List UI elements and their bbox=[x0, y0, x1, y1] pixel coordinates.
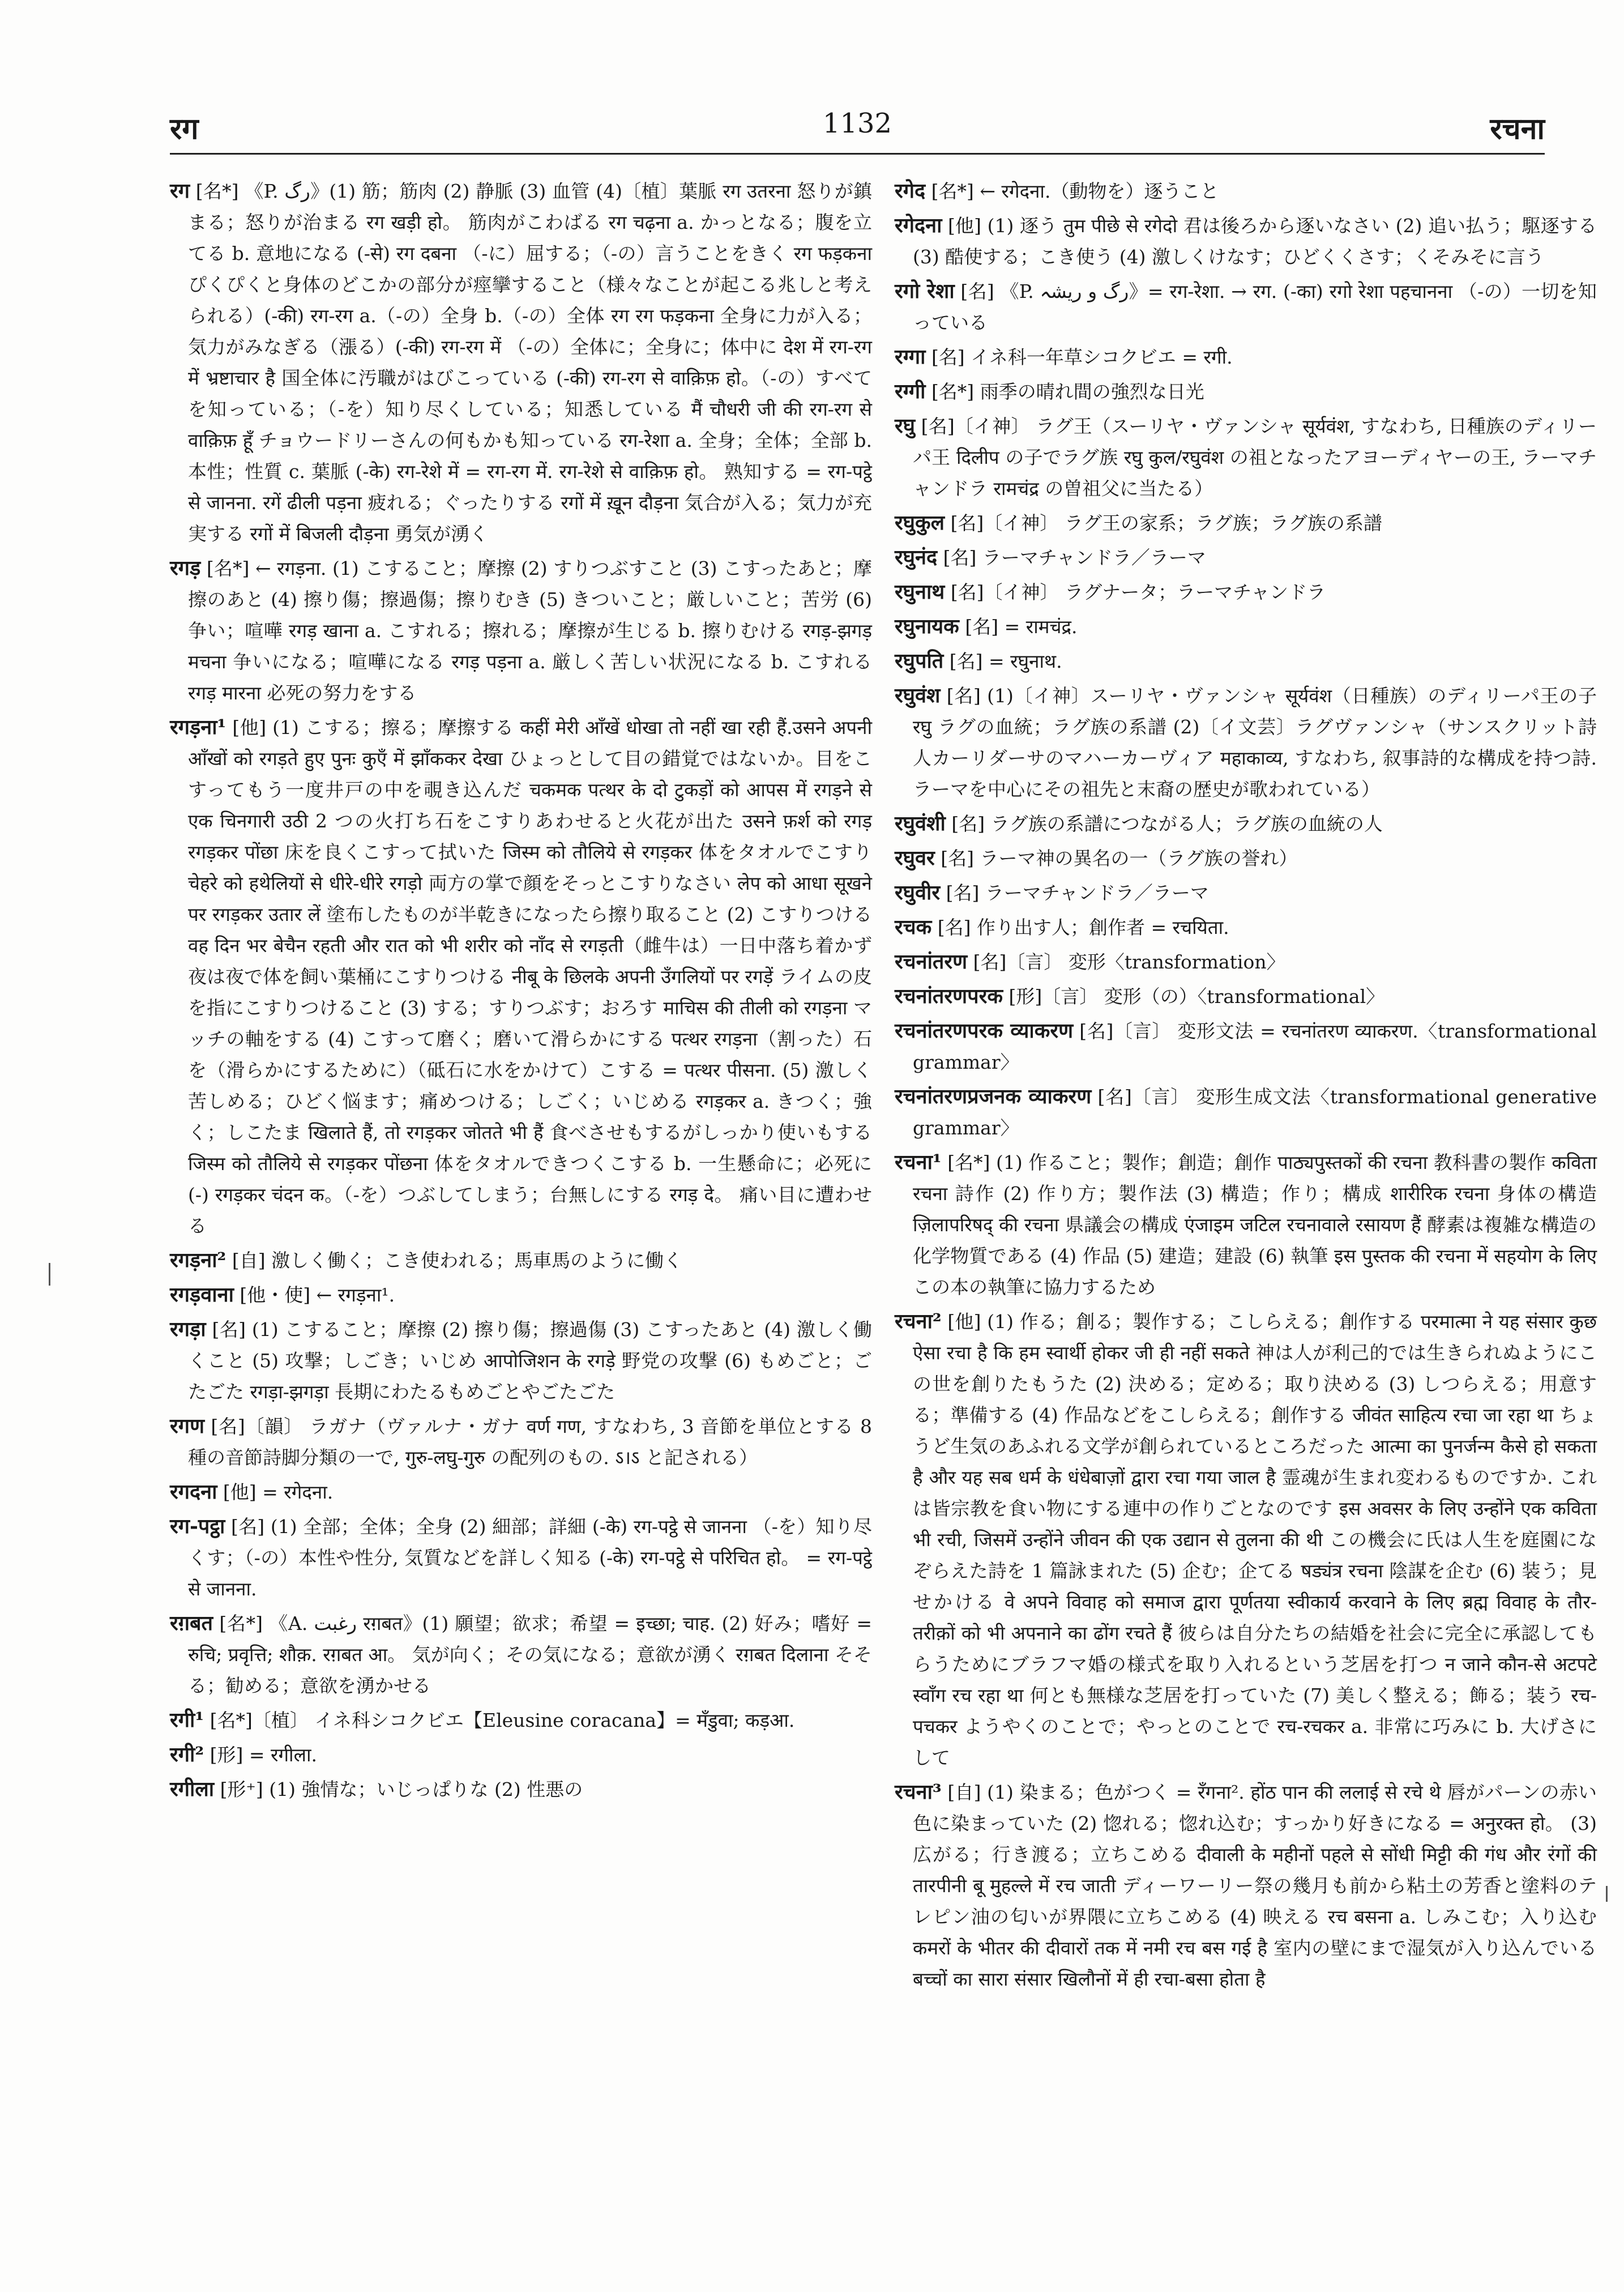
entry-grammar-label: [名*] bbox=[931, 381, 975, 403]
entry-grammar-label: [他・使] bbox=[240, 1284, 311, 1306]
entry-headword: रगी¹ bbox=[170, 1708, 204, 1732]
entry-grammar-label: [名]〔言〕 bbox=[973, 951, 1063, 973]
entry-definition: (1) 染まる；色がつく = रँगना². होंठ पान की ललाई से रचे थे 唇がパーンの赤い色に染まっていた (2) 惚れる；惚れ込む；すっかり好きになる = अनुरक्त हो。 (3) 広がる；行き渡る；立ちこめる दीवाली के महीनों पहले से सोंधी मिट्टी की गंध और रंगों की तारपीनी बू मुहल्ले में रच जाती ディーワーリー祭の幾月も前から粘土の芳香と塗料のテレピン油の匂いが界隈に立ちこめる (4) 映える रच बसना a. しみこむ；入り込む कमरों के भीतर की दीवारों तक में नमी रच बस गई है 室内の壁にまで湿気が入り込んでいる बच्चों का सारा संसार खिलौनों में ही रचा-बसा होता है bbox=[913, 1781, 1597, 1990]
entry-grammar-label: [名]〔イ神〕 bbox=[950, 581, 1059, 603]
entry-headword: रग़बत bbox=[170, 1611, 213, 1635]
dictionary-entry bbox=[895, 376, 1597, 407]
entry-headword: रघुवीर bbox=[895, 881, 941, 904]
entry-definition: 変形（の）〈transformational〉 bbox=[1104, 985, 1385, 1008]
entry-definition: (1) 逐う तुम पीछे से रगेदो 君は後ろから逐いなさい (2) 追い払う；駆逐する (3) 酷使する；こき使う (4) 激しくけなす；ひどくくさす；くそみそに言う bbox=[913, 215, 1597, 268]
entry-grammar-label: [名] bbox=[212, 1318, 246, 1341]
dictionary-entry bbox=[895, 1147, 1597, 1303]
dictionary-entry bbox=[170, 1774, 872, 1805]
entry-grammar-label: [形] bbox=[210, 1744, 243, 1766]
entry-headword: रचना³ bbox=[895, 1780, 942, 1804]
entry-definition: (1) 作る；創る；製作する；こしらえる；創作する परमात्मा ने यह संसार कुछ ऐसा रचा है कि हम स्वार्थी होकर जी ही नहीं सकते 神は人が利己的では生きられぬようにこの世を創りたもうた (2) 決める；定める；取り決める (3) しつらえる；用意する；準備する (4) 作品などをこしらえる；創作する जीवंत साहित्य रचा जा रहा था ちょうど生気のあふれる文学が創られているところだった आत्मा का पुनर्जन्म कैसे हो सकता है और यह सब धर्म के धंधेबाज़ों द्वारा रचा गया जाल है 霊魂が生まれ変わるものですか. これは皆宗教を食い物にする連中の作りごとなのです इस अवसर के लिए उन्होंने एक कविता भी रची, जिसमें उन्होंने जीवन की एक उद्यान से तुलना की थी この機会に氏は人生を庭園になぞらえた詩を 1 篇詠まれた (5) 企む；企てる षड्यंत्र रचना 陰謀を企む (6) 装う；見せかける वे अपने विवाह को समाज द्वारा पूर्णतया स्वीकार्य करवाने के लिए ब्रह्म विवाह के तौर-तरीक़ों को भी अपनाने का ढोंग रचते हैं 彼らは自分たちの結婚を社会に完全に承認してもらうためにブラフマ婚の様式を取り入れるという芝居を打つ न जाने कौन-से अटपटे स्वाँग रच रहा था 何とも無様な芝居を打っていた (7) 美しく整える；飾る；装う रच-पचकर ようやくのことで；やっとのことで रच-रचकर a. 非常に巧みに b. 大げさにして bbox=[913, 1311, 1597, 1769]
entry-definition: ラーマ神の異名の一（ラグ族の誉れ） bbox=[980, 847, 1298, 869]
entry-definition: (1)〔イ神〕スーリヤ・ヴァンシャ सूर्यवंश（日種族）のディリーパ王の子 रघु ラグの血統；ラグ族の系譜 (2)〔イ文芸〕ラグヴァンシャ（サンスクリット詩人カーリダーサのマハーカーヴィア महाकाव्य, すなわち, 叙事詩的な構成を持つ詩. ラーマを中心にその祖先と末裔の歴史が歌われている） bbox=[913, 685, 1597, 800]
dictionary-entry bbox=[170, 1476, 872, 1508]
entry-grammar-label: [他] bbox=[948, 215, 982, 237]
dictionary-entry bbox=[895, 843, 1597, 874]
entry-definition: = रगीला. bbox=[249, 1744, 318, 1766]
entry-headword: रचना² bbox=[895, 1309, 942, 1333]
right-guide-word: रचना bbox=[1490, 112, 1545, 146]
dictionary-entry bbox=[170, 1511, 872, 1604]
dictionary-entry bbox=[895, 507, 1597, 539]
entry-definition: 雨季の晴れ間の強烈な日光 bbox=[980, 381, 1204, 403]
entry-definition: (1) こする；擦る；摩擦する कहीं मेरी आँखें धोखा तो नहीं खा रही हैं.उसने अपनी आँखों को रगड़ते हुए पुनः कुएँ में झाँककर देखा ひょっとして目の錯覚ではないか。目をこすってもう一度井戸の中を覗き込んだ चकमक पत्थर के दो टुकड़ों को आपस में रगड़ने से एक चिनगारी उठी 2 つの火打ち石をこすりあわせると火花が出た उसने फ़र्श को रगड़ रगड़कर पोंछा 床を良くこすって拭いた जिस्म को तौलिये से रगड़कर 体をタオルでこすり चेहरे को हथेलियों से धीरे-धीरे रगड़ो 両方の掌で顔をそっとこすりなさい लेप को आधा सूखने पर रगड़कर उतार लें 塗布したものが半乾きになったら擦り取ること (2) こすりつける वह दिन भर बेचैन रहती और रात को भी शरीर को नाँद से रगड़ती（雌牛は）一日中落ち着かず夜は夜で体を飼い葉桶にこすりつける नीबू के छिलके अपनी उँगलियों पर रगड़ें ライムの皮を指にこすりつけること (3) する；すりつぶす；おろす माचिस की तीली को रगड़ना マッチの軸をする (4) こすって磨く；磨いて滑らかにする पत्थर रगड़ना（割った）石を（滑らかにするために）（砥石に水をかけて）こする = पत्थर पीसना. (5) 激しく苦しめる；ひどく悩ます；痛めつける；しごく；いじめる रगड़कर a. きつく；強く；しこたま खिलाते हैं, तो रगड़कर जोतते भी हैं 食べさせもするがしっかり使いもする जिस्म को तौलिये से रगड़कर पोंछना 体をタオルできつくこする b. 一生懸命に；必死に (-) रगड़कर चंदन क。（-を）つぶしてしまう；台無しにする रगड़ दे。 痛い目に遭わせる bbox=[188, 716, 872, 1237]
entry-definition: 変形〈transformation〉 bbox=[1068, 951, 1285, 973]
dictionary-entry bbox=[895, 1777, 1597, 1995]
dictionary-entry bbox=[895, 808, 1597, 839]
entry-definition: ← रगेदना.（動物を）逐うこと bbox=[980, 180, 1219, 202]
entry-headword: रचनांतरण bbox=[895, 950, 968, 974]
dictionary-entry bbox=[895, 946, 1597, 978]
entry-headword: रचनांतरणप्रजनक व्याकरण bbox=[895, 1085, 1092, 1108]
entry-definition: ラグナータ；ラーマチャンドラ bbox=[1065, 581, 1326, 603]
entry-grammar-label: [名]〔イ神〕 bbox=[921, 415, 1030, 437]
entry-headword: रग्गी bbox=[895, 379, 926, 403]
left-guide-word: रग bbox=[170, 112, 199, 146]
entry-definition: 変形文法 = रचनांतरण व्याकरण.〈transformational grammar〉 bbox=[913, 1020, 1597, 1073]
entry-headword: रगड़ना¹ bbox=[170, 715, 226, 739]
entry-headword: रग bbox=[170, 179, 190, 203]
entry-grammar-label: [名] bbox=[946, 882, 980, 904]
entry-grammar-label: [名] bbox=[943, 547, 977, 569]
dictionary-entry bbox=[895, 1081, 1597, 1143]
entry-definition: = रघुनाथ. bbox=[989, 650, 1062, 672]
entry-definition: ← रगड़ना¹. bbox=[316, 1284, 395, 1306]
entry-headword: रगड़वाना bbox=[170, 1283, 234, 1307]
entry-definition: ラグ王の家系；ラグ族；ラグ族の系譜 bbox=[1064, 512, 1382, 534]
entry-grammar-label: [名*]〔植〕 bbox=[210, 1709, 309, 1731]
entry-definition: 激しく働く；こき使われる；馬車馬のように働く bbox=[271, 1249, 683, 1271]
dictionary-entry bbox=[170, 1608, 872, 1701]
entry-definition: (1) 全部；全体；全身 (2) 細部；詳細 (-के) रग-पट्ठे से जानना （-を）知り尽くす；（-の）本性や性分, 気質などを詳しく知る (-के) रग-पट्ठे से परिचित हो。 = रग-पट्ठे से जानना. bbox=[188, 1516, 872, 1600]
entry-headword: रघुनायक bbox=[895, 614, 959, 638]
entry-headword: रग्गा bbox=[895, 345, 926, 369]
entry-headword: रगड़ा bbox=[170, 1317, 206, 1341]
entry-headword: रगो रेशा bbox=[895, 279, 955, 303]
entry-definition: ラグ族の系譜につながる人；ラグ族の血統の人 bbox=[990, 813, 1383, 835]
dictionary-entry bbox=[170, 1245, 872, 1276]
entry-definition: (1) 強情な；いじっぱりな (2) 性悪の bbox=[269, 1778, 583, 1800]
dictionary-entry bbox=[895, 577, 1597, 608]
entry-grammar-label: [名] bbox=[949, 650, 983, 672]
entry-grammar-label: [形]〔言〕 bbox=[1008, 985, 1099, 1008]
entry-headword: रचनांतरणपरक व्याकरण bbox=[895, 1019, 1074, 1043]
entry-definition: イネ科シコクビエ【Eleusine coracana】= मँडुवा; कड़आ. bbox=[314, 1709, 795, 1731]
dictionary-entry bbox=[895, 176, 1597, 207]
left-column bbox=[170, 176, 872, 1808]
entry-grammar-label: [他] bbox=[232, 716, 267, 739]
entry-grammar-label: [名]〔言〕 bbox=[1079, 1020, 1172, 1042]
margin-mark bbox=[49, 1263, 50, 1286]
dictionary-entry bbox=[170, 1739, 872, 1770]
dictionary-entry bbox=[895, 542, 1597, 573]
entry-headword: रगेदना bbox=[895, 214, 942, 237]
entry-headword: रघुवर bbox=[895, 846, 935, 870]
dictionary-entry bbox=[170, 1411, 872, 1473]
entry-headword: रगी² bbox=[170, 1743, 204, 1766]
entry-grammar-label: [名] bbox=[937, 916, 971, 938]
entry-grammar-label: [形⁺] bbox=[220, 1778, 263, 1800]
entry-grammar-label: [名]〔イ神〕 bbox=[950, 512, 1059, 534]
entry-headword: रघुनंद bbox=[895, 545, 938, 569]
entry-headword: रचनांतरणपरक bbox=[895, 984, 1003, 1008]
entry-headword: रघुनाथ bbox=[895, 580, 945, 604]
entry-headword: रचना¹ bbox=[895, 1150, 942, 1174]
entry-grammar-label: [自] bbox=[232, 1249, 266, 1271]
entry-headword: रघुकुल bbox=[895, 511, 945, 535]
dictionary-entry bbox=[170, 1314, 872, 1407]
dictionary-entry bbox=[895, 210, 1597, 272]
dictionary-entry bbox=[895, 912, 1597, 943]
entry-headword: रगड़ bbox=[170, 556, 201, 580]
entry-grammar-label: [名] bbox=[960, 280, 994, 302]
page-number: 1132 bbox=[822, 108, 892, 139]
entry-grammar-label: [名]〔言〕 bbox=[1097, 1086, 1190, 1108]
entry-grammar-label: [名*] bbox=[219, 1612, 263, 1634]
entry-headword: रगण bbox=[170, 1414, 205, 1438]
margin-mark bbox=[1606, 1886, 1608, 1902]
entry-grammar-label: [名] bbox=[951, 813, 985, 835]
entry-headword: रघुवंश bbox=[895, 684, 941, 707]
entry-definition: ラーマチャンドラ／ラーマ bbox=[985, 882, 1209, 904]
dictionary-entry bbox=[895, 680, 1597, 805]
entry-grammar-label: [名*] bbox=[931, 180, 974, 202]
header-rule bbox=[170, 153, 1545, 155]
entry-grammar-label: [名]〔韻〕 bbox=[211, 1415, 304, 1437]
entry-definition: (1) こすること；摩擦 (2) 擦り傷；擦過傷 (3) こすったあと (4) 激しく働くこと (5) 攻撃；しごき；いじめ आपोजिशन के रगड़े 野党の攻撃 (6) もめごと；ごたごた रगड़ा-झगड़ा 長期にわたるもめごとやごたごた bbox=[188, 1318, 872, 1403]
dictionary-entry bbox=[895, 276, 1597, 338]
entry-grammar-label: [名] bbox=[941, 847, 974, 869]
entry-grammar-label: [名] bbox=[231, 1516, 265, 1538]
entry-definition: ラグ王（スーリヤ・ヴァンシャ सूर्यवंश, すなわち, 日種族のディリーパ王 दिलीप の子でラグ族 रघु कुल/रघुवंश の祖となったアヨーディヤーの王, ラーマチャンドラ रामचंद्र の曽祖父に当たる） bbox=[913, 415, 1597, 500]
entry-grammar-label: [名*] bbox=[195, 180, 239, 202]
entry-definition: ラガナ（ヴァルナ・ガナ वर्ण गण, すなわち, 3 音節を単位とする 8 種の音節詩脚分類の一で, गुरु-लघु-गुरु の配列のもの. ऽ।ऽ と記される） bbox=[188, 1415, 872, 1469]
dictionary-entry bbox=[895, 1015, 1597, 1078]
entry-grammar-label: [名*] bbox=[206, 557, 250, 579]
entry-grammar-label: [名] bbox=[965, 616, 999, 638]
entry-definition: 《A. رغبت रग़बत》(1) 願望；欲求；希望 = इच्छा; चाह. (2) 好み；嗜好 = रुचि; प्रवृत्ति; शौक़. रग़बत आ。 気が向く；その気になる；意欲が湧く रग़बत दिलाना そそる；勧める；意欲を湧かせる bbox=[188, 1612, 873, 1697]
entry-definition: (1) 作ること；製作；創造；創作 पाठ्यपुस्तकों की रचना 教科書の製作 कविता रचना 詩作 (2) 作り方；製作法 (3) 構造；作り；構成 शारीरिक रचना 身体の構造 ज़िलापरिषद् की रचना 県議会の構成 एंजाइम जटिल रचनावाले रसायण हैं 酵素は複雑な構造の化学物質である (4) 作品 (5) 建造；建設 (6) 執筆 इस पुस्तक की रचना में सहयोग के लिए この本の執筆に協力するため bbox=[913, 1151, 1597, 1298]
entry-definition: 変形生成文法〈transformational generative grammar〉 bbox=[913, 1086, 1597, 1139]
entry-grammar-label: [他] bbox=[947, 1311, 981, 1333]
page-header bbox=[170, 108, 1545, 159]
dictionary-entry bbox=[170, 1705, 872, 1736]
entry-headword: रघुपति bbox=[895, 649, 944, 673]
entry-headword: रघुवंशी bbox=[895, 812, 946, 835]
entry-headword: रचक bbox=[895, 915, 932, 939]
dictionary-entry bbox=[895, 646, 1597, 677]
entry-grammar-label: [自] bbox=[947, 1781, 981, 1803]
entry-definition: 《P. رگ》(1) 筋；筋肉 (2) 静脈 (3) 血管 (4)〔植〕葉脈 रग उतरना 怒りが鎮まる；怒りが治まる रग खड़ी हो。 筋肉がこわばる रग चढ़ना a. かっとなる；腹を立てる b. 意地になる (-से) रग दबना （-に）屈する；（-の）言うことをきく रग फड़कना ぴくぴくと身体のどこかの部分が痙攣すること（様々なことが起こる兆しと考えられる）(-की) रग-रग a.（-の）全身 b.（-の）全体 रग रग फड़कना 全身に力が入る；気力がみなぎる（漲る）(-की) रग-रग में （-の）全体に；全身に；体中に देश में रग-रग में भ्रष्टाचार है 国全体に汚職がはびこっている (-की) रग-रग से वाक़िफ़ हो。（-の）すべてを知っている；（-を）知り尽くしている；知悉している मैं चौधरी जी की रग-रग से वाक़िफ़ हूँ チョウードリーさんの何もかも知っている रग-रेशा a. 全身；全体；全部 b. 本性；性質 c. 葉脈 (-के) रग-रेशे में = रग-रग में. रग-रेशे से वाक़िफ़ हो。 熟知する = रग-पट्ठे से जानना. रगें ढीली पड़ना 疲れる；ぐったりする रगों में ख़ून दौड़ना 気合が入る；気力が充実する रगों में बिजली दौड़ना 勇気が湧く bbox=[188, 180, 872, 545]
entry-definition: 《P. رگ و ریشہ》= रग-रेशा. → रग. (-का) रगो रेशा पहचानना （-の）一切を知っている bbox=[913, 280, 1597, 334]
entry-grammar-label: [名] bbox=[931, 346, 965, 368]
dictionary-entry bbox=[895, 611, 1597, 642]
dictionary-entry bbox=[895, 342, 1597, 373]
entry-definition: = रामचंद्र. bbox=[1004, 616, 1078, 638]
entry-grammar-label: [名] bbox=[946, 685, 981, 707]
dictionary-entry bbox=[895, 981, 1597, 1012]
entry-headword: रगीला bbox=[170, 1777, 215, 1801]
entry-headword: रगेद bbox=[895, 179, 926, 203]
dictionary-entry bbox=[170, 553, 872, 708]
dictionary-entry bbox=[895, 411, 1597, 504]
dictionary-entry bbox=[170, 712, 872, 1241]
dictionary-entry bbox=[170, 1279, 872, 1311]
entry-headword: रगदना bbox=[170, 1480, 217, 1504]
entry-definition: 作り出す人；創作者 = रचयिता. bbox=[976, 916, 1229, 938]
dictionary-entry bbox=[170, 176, 872, 549]
entry-headword: रघु bbox=[895, 414, 915, 438]
entry-grammar-label: [他] bbox=[223, 1481, 257, 1503]
entry-definition: ラーマチャンドラ／ラーマ bbox=[982, 547, 1206, 569]
entry-grammar-label: [名*] bbox=[947, 1151, 990, 1173]
entry-headword: रग-पट्ठा bbox=[170, 1514, 225, 1538]
entry-definition: イネ科一年草シコクビエ = रगी. bbox=[971, 346, 1233, 368]
dictionary-entry bbox=[895, 877, 1597, 908]
dictionary-entry bbox=[895, 1306, 1597, 1773]
entry-definition: ← रगड़ना. (1) こすること；摩擦 (2) すりつぶすこと (3) こすったあと；摩擦のあと (4) 擦り傷；擦過傷；擦りむき (5) きついこと；厳しいこと；苦労 (6) 争い；喧嘩 रगड़ खाना a. こすれる；擦れる；摩擦が生じる b. 擦りむける रगड़-झगड़ मचना 争いになる；喧嘩になる रगड़ पड़ना a. 厳しく苦しい状況になる b. こすれる रगड़ मारना 必死の努力をする bbox=[188, 557, 873, 704]
right-column bbox=[895, 176, 1597, 1998]
entry-definition: = रगेदना. bbox=[262, 1481, 334, 1503]
entry-headword: रगड़ना² bbox=[170, 1248, 226, 1272]
